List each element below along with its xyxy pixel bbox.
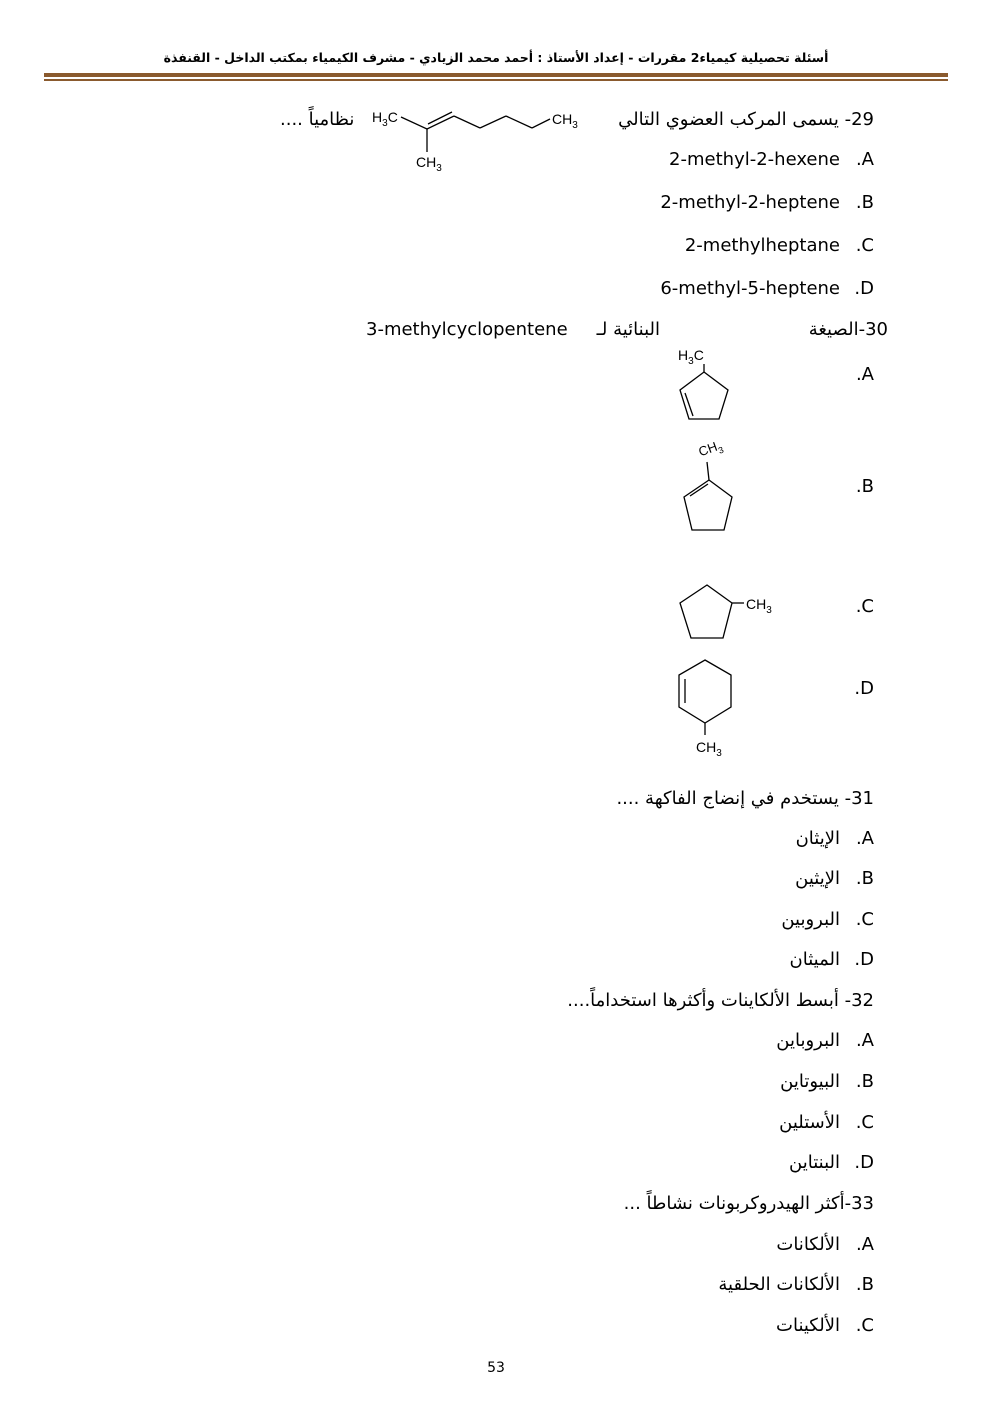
q29-suffix: نظامياً .... bbox=[280, 109, 355, 130]
q29-option-b-letter: .B bbox=[855, 192, 874, 213]
q32-option-a-text: البروباين bbox=[776, 1030, 840, 1051]
q32-option-b-text: البيوتاين bbox=[780, 1071, 840, 1092]
q29-option-d-letter: .D bbox=[854, 278, 874, 299]
q32-text: أبسط الألكاينات وأكثرها استخداماً.... bbox=[567, 990, 839, 1011]
q30-b-ch3-label: $CH_3$ bbox=[696, 438, 725, 460]
q30-option-b-letter: .B bbox=[855, 476, 874, 497]
q29-option-c-letter: .C bbox=[855, 235, 874, 256]
q32-number: 32- bbox=[844, 990, 874, 1011]
q29-option-b-text: 2-methyl-2-heptene bbox=[660, 192, 840, 213]
q29-ch3-end-label: $CH_3$ bbox=[552, 111, 578, 131]
q29-option-a-letter: .A bbox=[855, 149, 874, 170]
q30-number: 30- bbox=[858, 319, 888, 340]
q32-option-d-text: البنتاين bbox=[789, 1152, 840, 1173]
q30-option-d-structure bbox=[665, 655, 745, 760]
q30-question-start bbox=[809, 318, 888, 342]
q31-option-a-text: الإيثان bbox=[795, 828, 840, 849]
header-rule-thick bbox=[44, 73, 948, 77]
q30-option-b-structure bbox=[672, 432, 747, 537]
q33-option-c-text: الألكينات bbox=[776, 1315, 840, 1336]
q29-ch3-branch-label: $CH_3$ bbox=[416, 154, 442, 174]
q33-question bbox=[624, 1192, 874, 1216]
q29-option-c-text: 2-methylheptane bbox=[684, 235, 840, 256]
q30-c-ch3-label: $CH_3$ bbox=[746, 596, 772, 616]
q29-h3c-label: $H_3C$ bbox=[372, 109, 398, 129]
q30-d-ch3-label: $CH_3$ bbox=[696, 739, 722, 759]
q33-option-a-letter: .A bbox=[855, 1234, 874, 1255]
q33-option-b-letter: .B bbox=[855, 1274, 874, 1295]
q29-option-d-text: 6-methyl-5-heptene bbox=[660, 278, 840, 299]
q32-option-c-text: الأستلين bbox=[779, 1112, 840, 1133]
q32-question bbox=[567, 989, 874, 1013]
q32-option-c-letter: .C bbox=[855, 1112, 874, 1133]
q31-option-a-letter: .A bbox=[855, 828, 874, 849]
q31-option-b-text: الإيثين bbox=[795, 868, 840, 889]
q30-option-a-letter: .A bbox=[855, 364, 874, 385]
q31-option-c-text: البروبين bbox=[781, 909, 840, 930]
q32-option-b-letter: .B bbox=[855, 1071, 874, 1092]
q30-option-c-structure bbox=[674, 580, 784, 645]
q33-option-c-letter: .C bbox=[855, 1315, 874, 1336]
header-rule-thin bbox=[44, 79, 948, 81]
q29-option-a-text: 2-methyl-2-hexene bbox=[669, 149, 840, 170]
q31-option-d-letter: .D bbox=[854, 949, 874, 970]
q32-option-a-letter: .A bbox=[855, 1030, 874, 1051]
q33-option-b-text: الألكانات الحلقية bbox=[718, 1274, 840, 1295]
q31-number: 31- bbox=[844, 788, 874, 809]
q33-text: أكثر الهيدروكربونات نشاطاً ... bbox=[623, 1193, 845, 1214]
q32-option-d-letter: .D bbox=[854, 1152, 874, 1173]
q31-text: يستخدم في إنضاج الفاكهة .... bbox=[616, 788, 839, 809]
q30-a-h3c-label: $H_3C$ bbox=[678, 347, 704, 367]
q30-option-d-letter: .D bbox=[854, 678, 874, 699]
q29-question bbox=[618, 108, 874, 132]
q30-compound: 3-methylcyclopentene bbox=[366, 319, 568, 340]
q31-option-c-letter: .C bbox=[855, 909, 874, 930]
q29-number: 29- bbox=[844, 109, 874, 130]
q29-structure bbox=[370, 100, 600, 175]
q30-option-c-letter: .C bbox=[855, 596, 874, 617]
q33-number: 33- bbox=[844, 1193, 874, 1214]
page-header-title: أسئلة تحصيلية كيمياء2 مقررات - إعداد الأستاذ : أحمد محمد الزيادي - مشرف الكيمياء بمكتب الداخل - القنفذة bbox=[163, 50, 829, 65]
q30-text-b: البنائية لـ bbox=[596, 319, 660, 340]
page-number: 53 bbox=[487, 1360, 505, 1376]
q31-option-b-letter: .B bbox=[855, 868, 874, 889]
q30-text-a: الصيغة bbox=[808, 319, 859, 340]
q30-option-a-structure bbox=[670, 344, 740, 429]
q31-question bbox=[616, 787, 874, 811]
q31-option-d-text: الميثان bbox=[789, 949, 840, 970]
q29-text: يسمى المركب العضوي التالي bbox=[618, 109, 839, 130]
q33-option-a-text: الألكانات bbox=[776, 1234, 840, 1255]
